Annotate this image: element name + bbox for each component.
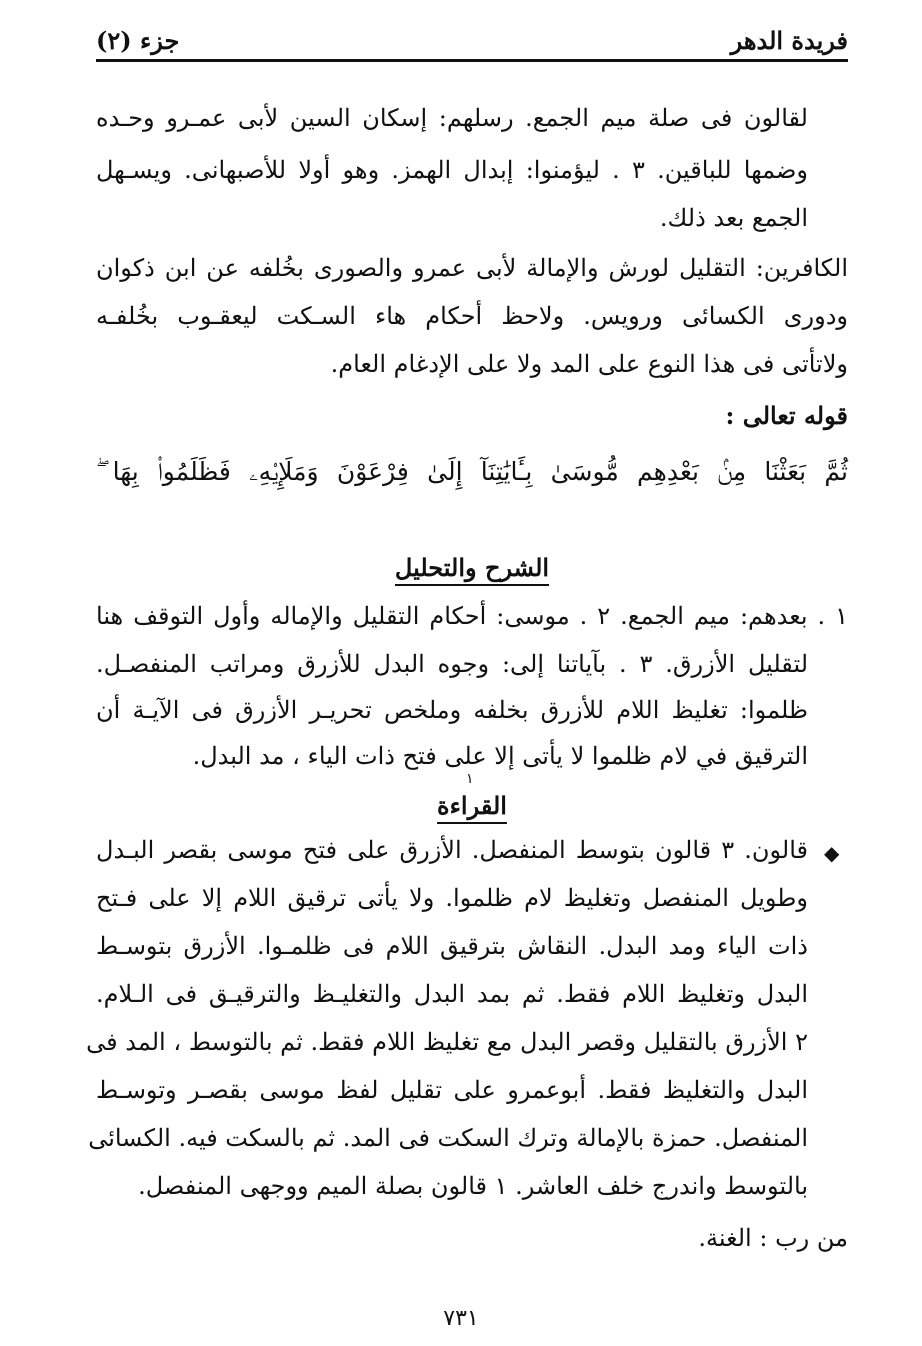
paragraph-line: الجمع بعد ذلك. — [659, 204, 808, 232]
reading-heading: القراءة — [437, 791, 507, 820]
paragraph-line: ودورى الكسائى ورويس. ولاحظ أحكام هاء السـكت ليعقـوب بخُلفـه — [96, 302, 848, 330]
book-title: فريدة الدهر — [730, 26, 848, 55]
part-number: جزء (٢) — [96, 26, 180, 55]
closing-note: من رب : الغنة. — [698, 1224, 848, 1252]
verse-intro: قوله تعالى : — [725, 401, 848, 430]
reading-line: المنفصل. حمزة بالإمالة وترك السكت فى المد. ثم بالسكت فيه. الكسائى — [88, 1124, 808, 1152]
paragraph-line: لقالون فى صلة ميم الجمع. رسلهم: إسكان السين لأبى عمـرو وحـده — [96, 104, 808, 132]
explanation-line: ظلموا: تغليظ اللام للأزرق بخلفه وملخص تحريـر الأزرق فى الآيـة أن — [96, 696, 808, 724]
paragraph-line: ولاتأتى فى هذا النوع على المد ولا على الإدغام العام. — [330, 350, 848, 378]
reading-line: وطويل المنفصل وتغليظ لام ظلموا. ولا يأتى ترقيق اللام إلا على فـتح — [96, 884, 808, 912]
section-heading: الشرح والتحليل — [394, 553, 550, 582]
paragraph-line: وضمها للباقين. ٣ . ليؤمنوا: إبدال الهمز. وهو أولا للأصبهانى. ويسـهل — [96, 156, 808, 184]
header-rule — [96, 59, 848, 62]
reading-line: البدل والتغليظ فقط. أبوعمرو على تقليل لفظ موسى بقصـر وتوسـط — [96, 1076, 809, 1104]
bullet-diamond-icon: ◆ — [824, 841, 840, 865]
explanation-line: ١ . بعدهم: ميم الجمع. ٢ . موسى: أحكام التقليل والإماله وأول التوقف هنا — [96, 602, 848, 630]
reading-line: ذات الياء ومد البدل. النقاش بترقيق اللام فى ظلمـوا. الأزرق بتوسـط — [96, 932, 808, 960]
page-number: ٧٣١ — [443, 1306, 479, 1331]
quran-verse: ثُمَّ بَعَثْنَا مِنۢ بَعْدِهِم مُّوسَىٰ بِـَٔايَٰتِنَآ إِلَىٰ فِرْعَوْنَ وَمَلَإِي۟هِۦ فَظَلَمُوا۟ بِهَا ۖ — [96, 457, 848, 486]
reading-line: البدل وتغليظ اللام فقط. ثم بمد البدل والتغليـظ والترقيـق فى الـلام. — [96, 980, 808, 1008]
footnote-marker: ١ — [466, 771, 474, 787]
paragraph-line: الكافرين: التقليل لورش والإمالة لأبى عمرو والصورى بخُلفه عن ابن ذكوان — [96, 254, 848, 282]
reading-line: بالتوسط واندرج خلف العاشر. ١ قالون بصلة الميم ووجهى المنفصل. — [138, 1172, 808, 1200]
explanation-line: الترقيق في لام ظلموا لا يأتى إلا على فتح ذات الياء ، مد البدل. — [192, 742, 808, 770]
explanation-line: لتقليل الأزرق. ٣ . بآياتنا إلى: وجوه البدل للأزرق ومراتب المنفصـل. — [96, 650, 809, 678]
running-header — [96, 22, 848, 62]
reading-line: ٢ الأزرق بالتقليل وقصر البدل مع تغليظ اللام فقط. ثم بالتوسط ، المد فى — [86, 1028, 808, 1056]
reading-line: قالون. ٣ قالون بتوسط المنفصل. الأزرق على فتح موسى بقصر البـدل — [96, 836, 808, 864]
